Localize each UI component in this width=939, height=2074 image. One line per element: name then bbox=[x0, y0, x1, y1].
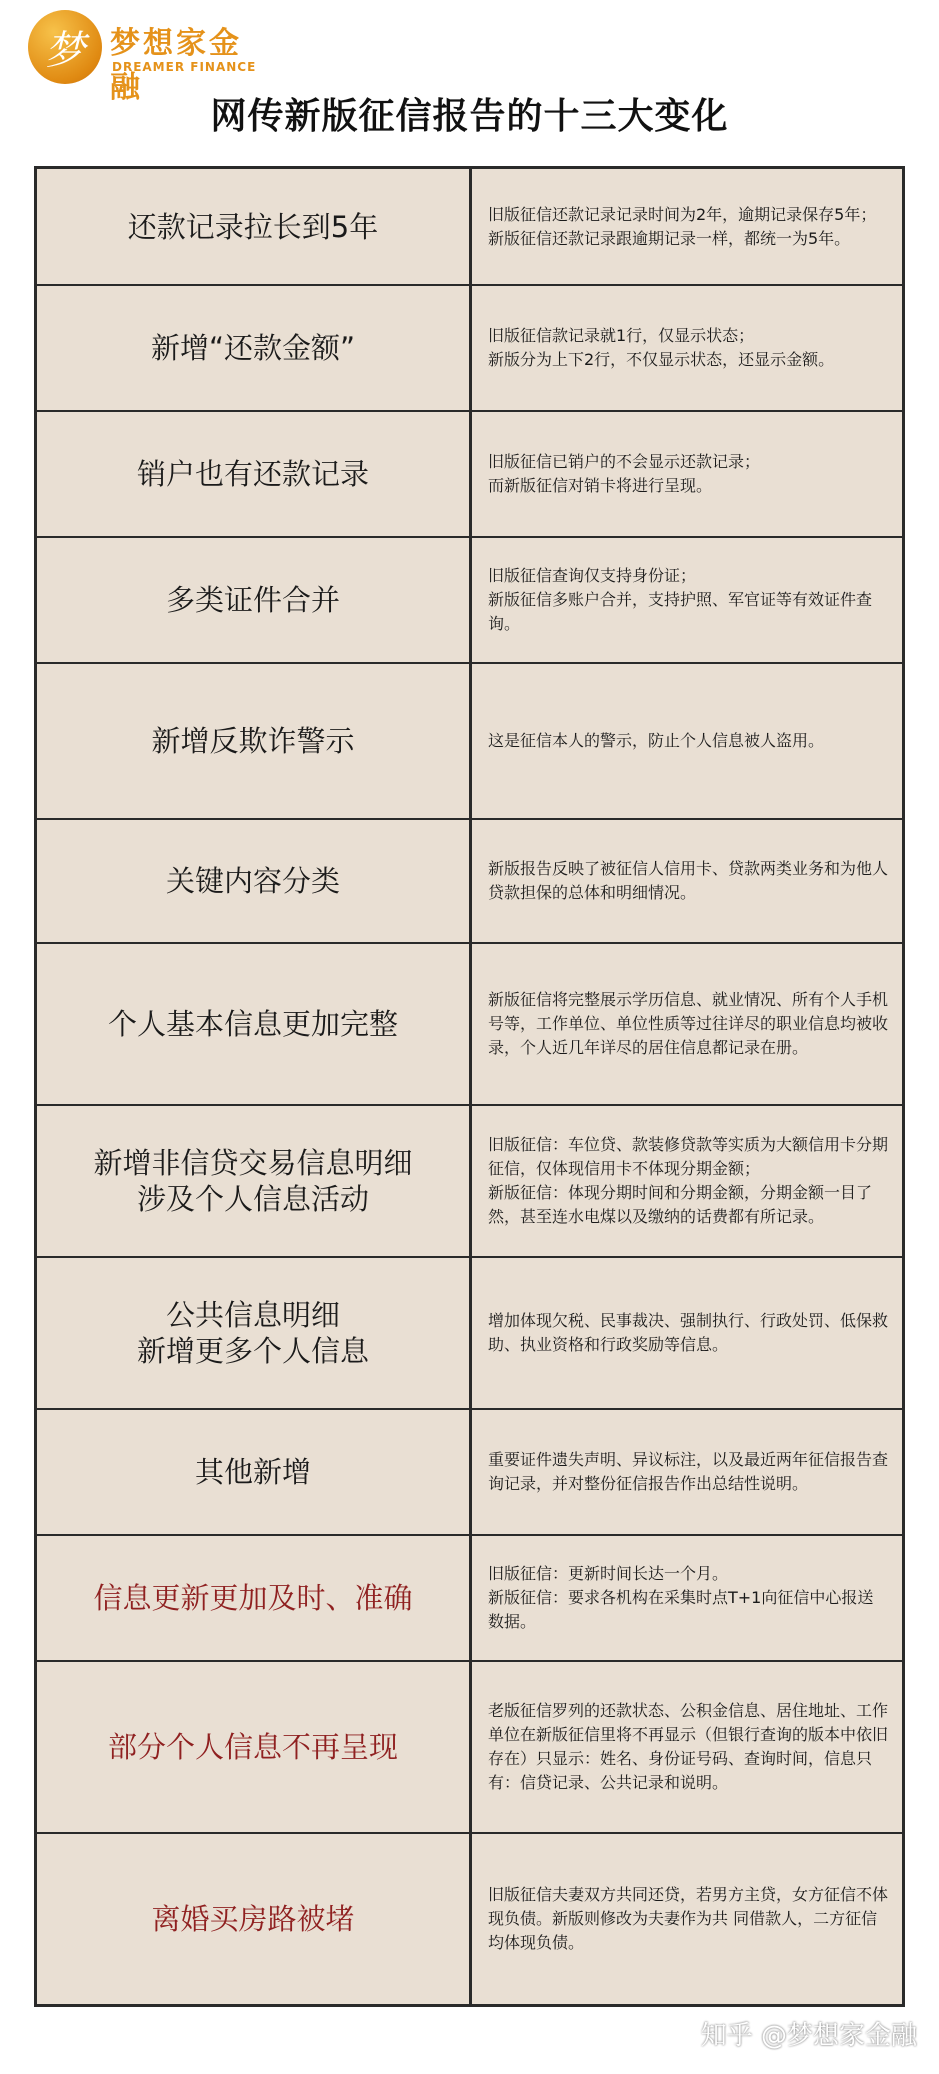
feature-cell: 公共信息明细 新增更多个人信息 bbox=[37, 1258, 472, 1408]
feature-cell: 销户也有还款记录 bbox=[37, 412, 472, 536]
description-cell: 重要证件遗失声明、异议标注，以及最近两年征信报告查询记录，并对整份征信报告作出总结性说明。 bbox=[488, 1450, 889, 1493]
description-cell: 旧版征信：更新时间长达一个月。 新版征信：要求各机构在采集时点T+1向征信中心报送数据。 bbox=[488, 1564, 874, 1631]
feature-cell: 离婚买房路被堵 bbox=[37, 1834, 472, 2004]
description-cell: 旧版征信查询仅支持身份证； 新版征信多账户合并，支持护照、军官证等有效证件查询。 bbox=[488, 566, 873, 633]
logo-english-name: DREAMER FINANCE bbox=[112, 60, 257, 74]
table-row bbox=[37, 286, 902, 412]
table-row bbox=[37, 1258, 902, 1410]
description-cell: 增加体现欠税、民事裁决、强制执行、行政处罚、低保救助、执业资格和行政奖励等信息。 bbox=[488, 1311, 889, 1354]
feature-cell: 信息更新更加及时、准确 bbox=[37, 1536, 472, 1660]
feature-cell: 还款记录拉长到5年 bbox=[37, 169, 472, 284]
description-cell: 旧版征信款记录就1行，仅显示状态； 新版分为上下2行，不仅显示状态，还显示金额。 bbox=[488, 326, 835, 369]
table-row bbox=[37, 1106, 902, 1258]
table-row bbox=[37, 1834, 902, 2004]
feature-cell: 新增反欺诈警示 bbox=[37, 664, 472, 818]
logo-emblem: 梦 bbox=[28, 10, 102, 84]
table-row bbox=[37, 538, 902, 664]
feature-cell: 其他新增 bbox=[37, 1410, 472, 1534]
table-row bbox=[37, 169, 902, 286]
feature-cell: 多类证件合并 bbox=[37, 538, 472, 662]
description-cell: 这是征信本人的警示，防止个人信息被人盗用。 bbox=[488, 731, 825, 750]
description-cell: 旧版征信还款记录记录时间为2年，逾期记录保存5年； 新版征信还款记录跟逾期记录一样，都统一为5年。 bbox=[488, 204, 877, 248]
table-row bbox=[37, 820, 902, 944]
table-row bbox=[37, 412, 902, 538]
changes-table bbox=[34, 166, 905, 2007]
description-cell: 旧版征信已销户的不会显示还款记录； 而新版征信对销卡将进行呈现。 bbox=[488, 452, 761, 495]
feature-cell: 个人基本信息更加完整 bbox=[37, 944, 472, 1104]
table-row bbox=[37, 1536, 902, 1662]
brand-logo bbox=[28, 10, 258, 105]
watermark: 知乎 @梦想家金融 bbox=[700, 2021, 917, 2051]
table-row bbox=[37, 1662, 902, 1834]
logo-chinese-name: 梦想家金融 bbox=[110, 26, 242, 105]
feature-cell: 部分个人信息不再呈现 bbox=[37, 1662, 472, 1832]
page-title: 网传新版征信报告的十三大变化 bbox=[210, 96, 729, 137]
description-cell: 新版报告反映了被征信人信用卡、贷款两类业务和为他人贷款担保的总体和明细情况。 bbox=[488, 859, 889, 902]
feature-cell: 新增“还款金额” bbox=[37, 286, 472, 410]
table-row bbox=[37, 944, 902, 1106]
description-cell: 旧版征信夫妻双方共同还贷，若男方主贷，女方征信不体现负债。新版则修改为夫妻作为共 同借款人，二方征信均体现负债。 bbox=[488, 1885, 889, 1952]
feature-cell: 关键内容分类 bbox=[37, 820, 472, 942]
description-cell: 老版征信罗列的还款状态、公积金信息、居住地址、工作单位在新版征信里将不再显示（但银行查询的版本中依旧存在）只显示：姓名、身份证号码、查询时间，信息只有：信贷记录、公共记录和说明。 bbox=[488, 1701, 889, 1792]
feature-cell: 新增非信贷交易信息明细 涉及个人信息活动 bbox=[37, 1106, 472, 1256]
description-cell: 新版征信将完整展示学历信息、就业情况、所有个人手机号等，工作单位、单位性质等过往详尽的职业信息均被收录，个人近几年详尽的居住信息都记录在册。 bbox=[488, 990, 889, 1057]
description-cell: 旧版征信：车位贷、款装修贷款等实质为大额信用卡分期征信，仅体现信用卡不体现分期金额； 新版征信：体现分期时间和分期金额，分期金额一目了然，甚至连水电煤以及缴纳的话费都有所记录。 bbox=[488, 1135, 889, 1226]
table-row bbox=[37, 664, 902, 820]
table-row bbox=[37, 1410, 902, 1536]
